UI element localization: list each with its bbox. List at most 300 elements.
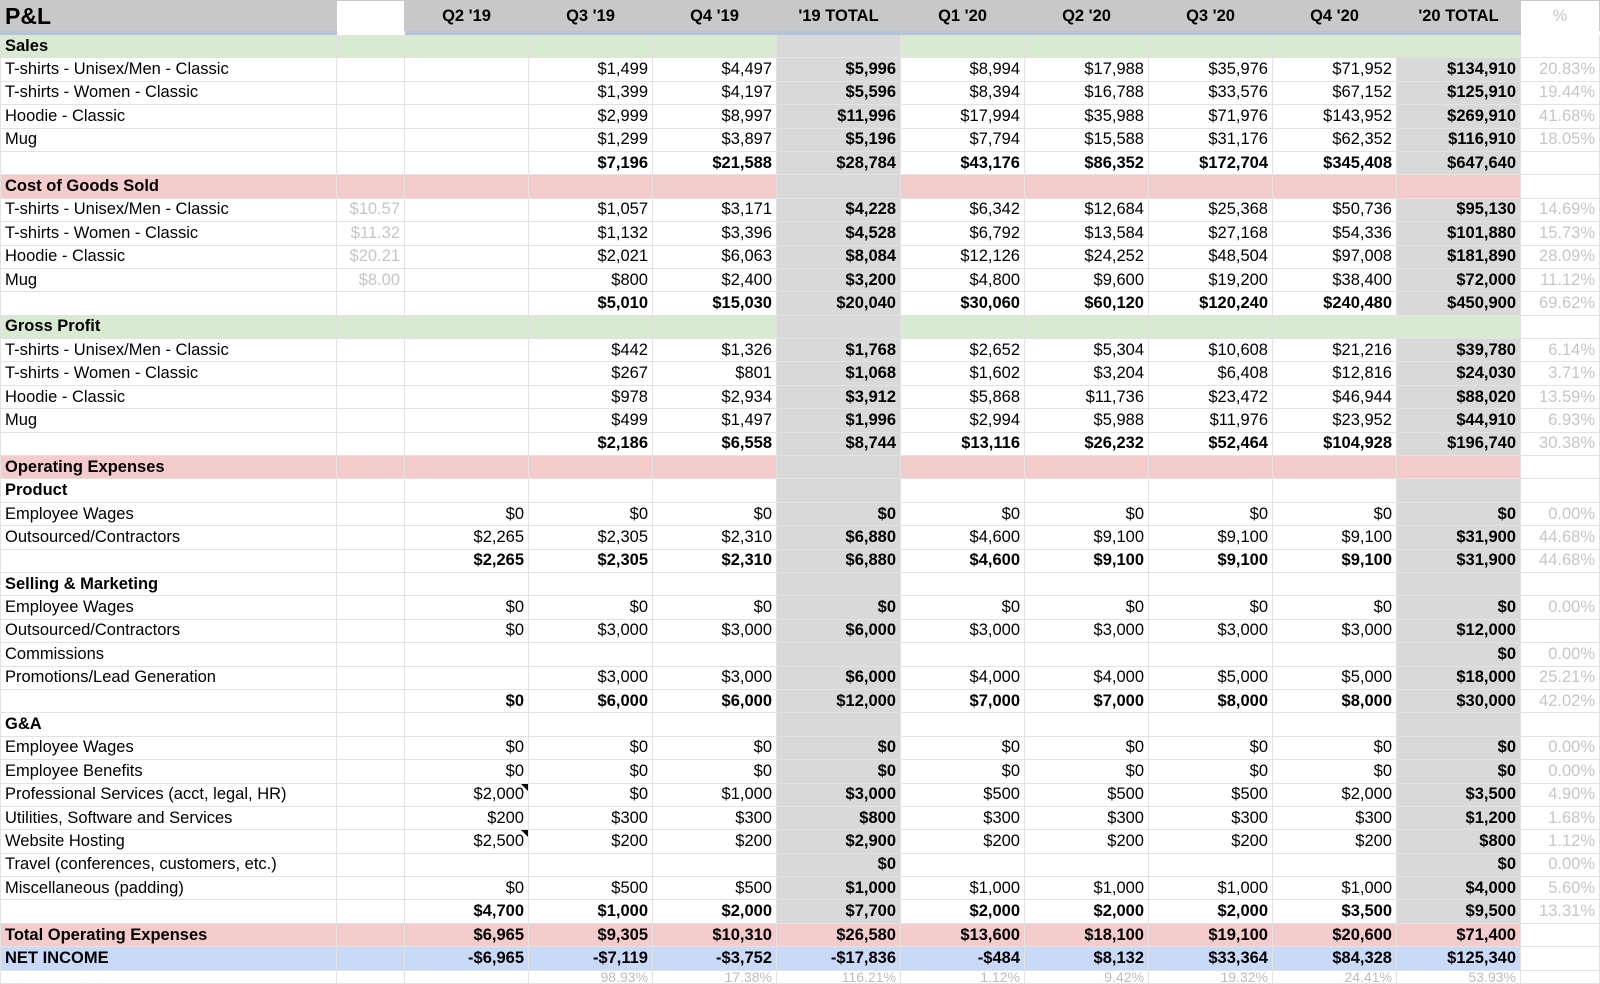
table-cell[interactable]: $1,000 xyxy=(1149,877,1273,900)
table-cell[interactable]: $800 xyxy=(1397,830,1521,853)
table-cell[interactable] xyxy=(337,923,405,946)
row-label-cell[interactable]: Operating Expenses xyxy=(1,456,337,479)
table-cell[interactable]: $0 xyxy=(529,760,653,783)
percent-cell[interactable]: 0.00% xyxy=(1521,596,1600,619)
table-cell[interactable]: $24,030 xyxy=(1397,362,1521,385)
percent-cell[interactable]: 25.21% xyxy=(1521,666,1600,689)
row-label-cell[interactable]: T-shirts - Women - Classic xyxy=(1,362,337,385)
comment-indicator-icon[interactable] xyxy=(521,784,528,791)
table-cell[interactable]: $17,994 xyxy=(901,105,1025,128)
table-cell[interactable] xyxy=(405,105,529,128)
table-cell[interactable]: $200 xyxy=(1149,830,1273,853)
percent-cell[interactable] xyxy=(1521,970,1600,983)
percent-cell[interactable] xyxy=(1521,456,1600,479)
table-cell[interactable]: $1,057 xyxy=(529,198,653,221)
table-cell[interactable]: $7,700 xyxy=(777,900,901,923)
table-cell[interactable]: -$17,836 xyxy=(777,947,901,970)
header-20-total[interactable]: '20 TOTAL xyxy=(1397,1,1521,34)
table-cell[interactable] xyxy=(529,315,653,338)
table-cell[interactable]: $0 xyxy=(1149,596,1273,619)
table-cell[interactable] xyxy=(405,268,529,291)
percent-cell[interactable]: 20.83% xyxy=(1521,58,1600,81)
table-cell[interactable]: $21,216 xyxy=(1273,339,1397,362)
row-label-cell[interactable]: Commissions xyxy=(1,643,337,666)
table-cell[interactable]: $104,928 xyxy=(1273,432,1397,455)
table-cell[interactable]: $9,100 xyxy=(1149,526,1273,549)
header-q3-20[interactable]: Q3 '20 xyxy=(1149,1,1273,34)
table-cell[interactable]: $2,265 xyxy=(405,526,529,549)
table-cell[interactable] xyxy=(337,292,405,315)
table-cell[interactable] xyxy=(1273,643,1397,666)
table-cell[interactable] xyxy=(405,666,529,689)
table-cell[interactable]: $5,868 xyxy=(901,385,1025,408)
table-cell[interactable]: $97,008 xyxy=(1273,245,1397,268)
table-cell[interactable]: $116,910 xyxy=(1397,128,1521,151)
table-cell[interactable] xyxy=(405,643,529,666)
table-cell[interactable]: $88,020 xyxy=(1397,385,1521,408)
table-cell[interactable]: $30,060 xyxy=(901,292,1025,315)
table-cell[interactable]: $4,197 xyxy=(653,81,777,104)
table-cell[interactable]: $0 xyxy=(1273,502,1397,525)
row-label-cell[interactable]: T-shirts - Women - Classic xyxy=(1,81,337,104)
table-cell[interactable] xyxy=(337,81,405,104)
table-cell[interactable] xyxy=(337,432,405,455)
table-cell[interactable]: $10,608 xyxy=(1149,339,1273,362)
table-cell[interactable]: $3,204 xyxy=(1025,362,1149,385)
table-cell[interactable] xyxy=(405,128,529,151)
table-cell[interactable] xyxy=(337,151,405,174)
table-cell[interactable] xyxy=(1397,315,1521,338)
table-cell[interactable]: $0 xyxy=(777,853,901,876)
percent-cell[interactable]: 5.60% xyxy=(1521,877,1600,900)
percent-cell[interactable]: 18.05% xyxy=(1521,128,1600,151)
table-cell[interactable]: $0 xyxy=(1025,736,1149,759)
table-cell[interactable]: $0 xyxy=(1273,760,1397,783)
table-cell[interactable]: $8,084 xyxy=(777,245,901,268)
table-cell[interactable]: $0 xyxy=(1397,760,1521,783)
row-label-cell[interactable]: Employee Wages xyxy=(1,596,337,619)
table-cell[interactable]: $125,910 xyxy=(1397,81,1521,104)
table-cell[interactable]: $6,000 xyxy=(777,619,901,642)
table-cell[interactable] xyxy=(777,643,901,666)
row-label-cell[interactable]: Outsourced/Contractors xyxy=(1,619,337,642)
table-cell[interactable]: $86,352 xyxy=(1025,151,1149,174)
table-cell[interactable]: $72,000 xyxy=(1397,268,1521,291)
table-cell[interactable]: $31,900 xyxy=(1397,526,1521,549)
row-label-cell[interactable] xyxy=(1,151,337,174)
percent-cell[interactable] xyxy=(1521,619,1600,642)
table-cell[interactable]: $16,788 xyxy=(1025,81,1149,104)
table-cell[interactable] xyxy=(337,713,405,736)
table-cell[interactable]: $3,000 xyxy=(1273,619,1397,642)
table-cell[interactable]: $8,394 xyxy=(901,81,1025,104)
table-cell[interactable]: $25,368 xyxy=(1149,198,1273,221)
table-cell[interactable] xyxy=(405,479,529,502)
table-cell[interactable]: $50,736 xyxy=(1273,198,1397,221)
row-label-cell[interactable]: T-shirts - Unisex/Men - Classic xyxy=(1,58,337,81)
table-cell[interactable] xyxy=(337,830,405,853)
table-cell[interactable]: $71,400 xyxy=(1397,923,1521,946)
table-cell[interactable]: $6,000 xyxy=(777,666,901,689)
table-cell[interactable]: $20,040 xyxy=(777,292,901,315)
percent-cell[interactable]: 15.73% xyxy=(1521,222,1600,245)
table-cell[interactable]: $71,976 xyxy=(1149,105,1273,128)
table-cell[interactable]: $4,228 xyxy=(777,198,901,221)
table-cell[interactable] xyxy=(405,58,529,81)
table-cell[interactable]: $0 xyxy=(1025,502,1149,525)
comment-indicator-icon[interactable] xyxy=(521,830,528,837)
table-cell[interactable] xyxy=(337,853,405,876)
table-cell[interactable]: $18,000 xyxy=(1397,666,1521,689)
table-cell[interactable] xyxy=(337,572,405,595)
table-cell[interactable] xyxy=(337,385,405,408)
table-cell[interactable]: $4,528 xyxy=(777,222,901,245)
row-label-cell[interactable]: Selling & Marketing xyxy=(1,572,337,595)
table-cell[interactable]: $6,880 xyxy=(777,549,901,572)
percent-cell[interactable]: 1.12% xyxy=(1521,830,1600,853)
row-label-cell[interactable]: Travel (conferences, customers, etc.) xyxy=(1,853,337,876)
table-cell[interactable]: $1,000 xyxy=(901,877,1025,900)
table-cell[interactable] xyxy=(337,362,405,385)
table-cell[interactable] xyxy=(337,526,405,549)
table-cell[interactable]: $1,000 xyxy=(653,783,777,806)
row-label-cell[interactable]: Utilities, Software and Services xyxy=(1,806,337,829)
table-cell[interactable] xyxy=(405,292,529,315)
table-cell[interactable] xyxy=(405,339,529,362)
table-cell[interactable]: $0 xyxy=(1397,596,1521,619)
table-cell[interactable]: $345,408 xyxy=(1273,151,1397,174)
table-cell[interactable]: $647,640 xyxy=(1397,151,1521,174)
table-cell[interactable] xyxy=(1025,456,1149,479)
table-cell[interactable]: $26,232 xyxy=(1025,432,1149,455)
table-cell[interactable]: $8,000 xyxy=(1273,689,1397,712)
table-cell[interactable]: $500 xyxy=(1025,783,1149,806)
row-label-cell[interactable]: Gross Profit xyxy=(1,315,337,338)
table-cell[interactable] xyxy=(1025,33,1149,58)
table-cell[interactable]: $2,000 xyxy=(653,900,777,923)
table-cell[interactable]: $9,100 xyxy=(1025,526,1149,549)
percent-cell[interactable]: 0.00% xyxy=(1521,760,1600,783)
table-cell[interactable] xyxy=(777,572,901,595)
table-cell[interactable] xyxy=(337,806,405,829)
percent-cell[interactable]: 44.68% xyxy=(1521,526,1600,549)
table-cell[interactable]: $442 xyxy=(529,339,653,362)
table-cell[interactable] xyxy=(1397,713,1521,736)
table-cell[interactable]: $0 xyxy=(1397,736,1521,759)
table-cell[interactable]: $300 xyxy=(901,806,1025,829)
table-cell[interactable] xyxy=(1149,479,1273,502)
table-cell[interactable]: $54,336 xyxy=(1273,222,1397,245)
table-cell[interactable] xyxy=(529,643,653,666)
table-cell[interactable] xyxy=(405,713,529,736)
table-cell[interactable] xyxy=(529,853,653,876)
table-cell[interactable] xyxy=(1273,33,1397,58)
table-cell[interactable]: $24,252 xyxy=(1025,245,1149,268)
table-cell[interactable]: $2,186 xyxy=(529,432,653,455)
table-cell[interactable] xyxy=(405,830,529,853)
table-cell[interactable]: $1,000 xyxy=(1025,877,1149,900)
table-cell[interactable]: $200 xyxy=(901,830,1025,853)
table-cell[interactable]: $0 xyxy=(405,760,529,783)
row-label-cell[interactable]: Total Operating Expenses xyxy=(1,923,337,946)
table-cell[interactable] xyxy=(653,572,777,595)
table-cell[interactable]: $0 xyxy=(653,760,777,783)
table-cell[interactable]: $2,000 xyxy=(901,900,1025,923)
table-cell[interactable]: $0 xyxy=(1397,643,1521,666)
percent-cell[interactable] xyxy=(1521,923,1600,946)
table-cell[interactable]: $15,588 xyxy=(1025,128,1149,151)
row-label-cell[interactable] xyxy=(1,432,337,455)
table-cell[interactable] xyxy=(405,33,529,58)
table-cell[interactable] xyxy=(1397,33,1521,58)
table-cell[interactable]: $18,100 xyxy=(1025,923,1149,946)
table-cell[interactable] xyxy=(337,105,405,128)
table-cell[interactable] xyxy=(337,783,405,806)
table-cell[interactable] xyxy=(337,900,405,923)
table-cell[interactable] xyxy=(1149,33,1273,58)
percent-cell[interactable]: 0.00% xyxy=(1521,736,1600,759)
table-cell[interactable]: $3,000 xyxy=(529,666,653,689)
table-cell[interactable]: $0 xyxy=(405,502,529,525)
table-cell[interactable] xyxy=(1149,175,1273,198)
table-cell[interactable]: $0 xyxy=(777,596,901,619)
row-label-cell[interactable]: Mug xyxy=(1,268,337,291)
table-cell[interactable]: $300 xyxy=(1273,806,1397,829)
table-cell[interactable] xyxy=(777,33,901,58)
table-cell[interactable]: $1,399 xyxy=(529,81,653,104)
percent-cell[interactable]: 69.62% xyxy=(1521,292,1600,315)
table-cell[interactable] xyxy=(653,479,777,502)
table-cell[interactable] xyxy=(405,175,529,198)
percent-cell[interactable]: 13.59% xyxy=(1521,385,1600,408)
header-q2-19[interactable]: Q2 '19 xyxy=(405,1,529,34)
table-cell[interactable]: $0 xyxy=(529,783,653,806)
table-cell[interactable]: $43,176 xyxy=(901,151,1025,174)
table-cell[interactable]: $0 xyxy=(777,760,901,783)
table-cell[interactable]: $4,600 xyxy=(901,549,1025,572)
table-cell[interactable]: $10,310 xyxy=(653,923,777,946)
percent-cell[interactable]: 0.00% xyxy=(1521,643,1600,666)
table-cell[interactable] xyxy=(337,596,405,619)
table-cell[interactable] xyxy=(405,572,529,595)
percent-cell[interactable] xyxy=(1521,479,1600,502)
percent-cell[interactable] xyxy=(1521,713,1600,736)
header-q4-20[interactable]: Q4 '20 xyxy=(1273,1,1397,34)
row-label-cell[interactable]: Employee Benefits xyxy=(1,760,337,783)
table-cell[interactable]: $7,000 xyxy=(901,689,1025,712)
table-cell[interactable]: $0 xyxy=(529,736,653,759)
table-cell[interactable]: $52,464 xyxy=(1149,432,1273,455)
header-q3-19[interactable]: Q3 '19 xyxy=(529,1,653,34)
table-cell[interactable]: $6,000 xyxy=(653,689,777,712)
table-cell[interactable]: $6,792 xyxy=(901,222,1025,245)
table-cell[interactable]: $0 xyxy=(1273,596,1397,619)
table-cell[interactable]: $19,100 xyxy=(1149,923,1273,946)
table-cell[interactable]: $13,600 xyxy=(901,923,1025,946)
sheet-title[interactable]: P&L xyxy=(1,1,337,34)
table-cell[interactable] xyxy=(1149,456,1273,479)
percent-cell[interactable] xyxy=(1521,315,1600,338)
table-cell[interactable]: $2,000 xyxy=(1273,783,1397,806)
percent-cell[interactable]: 4.90% xyxy=(1521,783,1600,806)
table-cell[interactable]: 17.38% xyxy=(653,970,777,983)
row-label-cell[interactable] xyxy=(1,970,337,983)
percent-cell[interactable]: 6.14% xyxy=(1521,339,1600,362)
table-cell[interactable]: $71,952 xyxy=(1273,58,1397,81)
table-cell[interactable]: -$484 xyxy=(901,947,1025,970)
table-cell[interactable]: $7,196 xyxy=(529,151,653,174)
table-cell[interactable]: $0 xyxy=(653,736,777,759)
table-cell[interactable]: $181,890 xyxy=(1397,245,1521,268)
table-cell[interactable]: $6,408 xyxy=(1149,362,1273,385)
table-cell[interactable]: $1,000 xyxy=(777,877,901,900)
table-cell[interactable]: $5,304 xyxy=(1025,339,1149,362)
table-cell[interactable]: $4,497 xyxy=(653,58,777,81)
table-cell[interactable]: $9,305 xyxy=(529,923,653,946)
table-cell[interactable] xyxy=(405,970,529,983)
percent-cell[interactable] xyxy=(1521,175,1600,198)
table-cell[interactable]: 1.12% xyxy=(901,970,1025,983)
table-cell[interactable]: $5,000 xyxy=(1273,666,1397,689)
table-cell[interactable] xyxy=(1397,572,1521,595)
table-cell[interactable]: $38,400 xyxy=(1273,268,1397,291)
table-cell[interactable]: $2,000 xyxy=(1149,900,1273,923)
table-cell[interactable]: $1,996 xyxy=(777,409,901,432)
table-cell[interactable]: $11,996 xyxy=(777,105,901,128)
table-cell[interactable]: $120,240 xyxy=(1149,292,1273,315)
table-cell[interactable]: $3,000 xyxy=(901,619,1025,642)
table-cell[interactable]: $240,480 xyxy=(1273,292,1397,315)
percent-cell[interactable] xyxy=(1521,33,1600,58)
table-cell[interactable] xyxy=(1273,315,1397,338)
row-label-cell[interactable]: Mug xyxy=(1,409,337,432)
table-cell[interactable]: $300 xyxy=(1149,806,1273,829)
percent-cell[interactable] xyxy=(1521,572,1600,595)
table-cell[interactable]: $12,000 xyxy=(777,689,901,712)
table-cell[interactable]: $200 xyxy=(1273,830,1397,853)
row-label-cell[interactable]: Mug xyxy=(1,128,337,151)
table-cell[interactable]: 24.41% xyxy=(1273,970,1397,983)
table-cell[interactable]: $3,912 xyxy=(777,385,901,408)
table-cell[interactable] xyxy=(337,175,405,198)
table-cell[interactable]: $0 xyxy=(1397,502,1521,525)
table-cell[interactable] xyxy=(337,970,405,983)
table-cell[interactable] xyxy=(653,853,777,876)
table-cell[interactable] xyxy=(901,315,1025,338)
row-label-cell[interactable]: Outsourced/Contractors xyxy=(1,526,337,549)
table-cell[interactable]: $8,997 xyxy=(653,105,777,128)
table-cell[interactable]: $19,200 xyxy=(1149,268,1273,291)
table-cell[interactable]: 98.93% xyxy=(529,970,653,983)
percent-cell[interactable]: 14.69% xyxy=(1521,198,1600,221)
table-cell[interactable] xyxy=(337,549,405,572)
percent-cell[interactable] xyxy=(1521,151,1600,174)
table-cell[interactable]: $1,000 xyxy=(1273,877,1397,900)
table-cell[interactable] xyxy=(337,947,405,970)
row-label-cell[interactable]: Hoodie - Classic xyxy=(1,105,337,128)
row-label-cell[interactable]: T-shirts - Women - Classic xyxy=(1,222,337,245)
table-cell[interactable]: $3,000 xyxy=(777,783,901,806)
table-cell[interactable] xyxy=(337,58,405,81)
table-cell[interactable]: $500 xyxy=(653,877,777,900)
table-cell[interactable]: $28,784 xyxy=(777,151,901,174)
table-cell[interactable]: $5,000 xyxy=(1149,666,1273,689)
table-cell[interactable]: $0 xyxy=(405,596,529,619)
table-cell[interactable]: $125,340 xyxy=(1397,947,1521,970)
table-cell[interactable]: $134,910 xyxy=(1397,58,1521,81)
table-cell[interactable] xyxy=(1273,572,1397,595)
table-cell[interactable] xyxy=(405,432,529,455)
table-cell[interactable]: $0 xyxy=(1273,736,1397,759)
table-cell[interactable]: $67,152 xyxy=(1273,81,1397,104)
table-cell[interactable]: -$6,965 xyxy=(405,947,529,970)
table-cell[interactable]: $1,000 xyxy=(529,900,653,923)
table-cell[interactable]: $6,000 xyxy=(529,689,653,712)
table-cell[interactable]: $267 xyxy=(529,362,653,385)
table-cell[interactable] xyxy=(901,572,1025,595)
table-cell[interactable]: $44,910 xyxy=(1397,409,1521,432)
table-cell[interactable]: $1,326 xyxy=(653,339,777,362)
table-cell[interactable] xyxy=(1149,572,1273,595)
table-cell[interactable]: $27,168 xyxy=(1149,222,1273,245)
table-cell[interactable]: $2,900 xyxy=(777,830,901,853)
table-cell[interactable] xyxy=(901,713,1025,736)
percent-cell[interactable]: 44.68% xyxy=(1521,549,1600,572)
table-cell[interactable]: $9,100 xyxy=(1025,549,1149,572)
table-cell[interactable]: $9,500 xyxy=(1397,900,1521,923)
table-cell[interactable]: $33,364 xyxy=(1149,947,1273,970)
table-cell[interactable]: $0 xyxy=(777,502,901,525)
table-cell[interactable]: $2,994 xyxy=(901,409,1025,432)
table-cell[interactable]: $11,976 xyxy=(1149,409,1273,432)
table-cell[interactable]: $0 xyxy=(1149,502,1273,525)
row-label-cell[interactable]: Employee Wages xyxy=(1,502,337,525)
table-cell[interactable]: $9,100 xyxy=(1273,549,1397,572)
table-cell[interactable]: $10.57 xyxy=(337,198,405,221)
table-cell[interactable]: $46,944 xyxy=(1273,385,1397,408)
row-label-cell[interactable]: Product xyxy=(1,479,337,502)
table-cell[interactable]: $31,176 xyxy=(1149,128,1273,151)
table-cell[interactable]: $0 xyxy=(653,596,777,619)
table-cell[interactable] xyxy=(653,175,777,198)
table-cell[interactable]: $35,988 xyxy=(1025,105,1149,128)
table-cell[interactable]: $801 xyxy=(653,362,777,385)
table-cell[interactable] xyxy=(529,572,653,595)
table-cell[interactable]: -$3,752 xyxy=(653,947,777,970)
table-cell[interactable]: $62,352 xyxy=(1273,128,1397,151)
table-cell[interactable]: $269,910 xyxy=(1397,105,1521,128)
table-cell[interactable]: $20.21 xyxy=(337,245,405,268)
table-cell[interactable]: $3,396 xyxy=(653,222,777,245)
row-label-cell[interactable]: Hoodie - Classic xyxy=(1,385,337,408)
table-cell[interactable]: $12,000 xyxy=(1397,619,1521,642)
table-cell[interactable]: $2,310 xyxy=(653,526,777,549)
table-cell[interactable]: $17,988 xyxy=(1025,58,1149,81)
table-cell[interactable]: 53.93% xyxy=(1397,970,1521,983)
table-cell[interactable]: $4,700 xyxy=(405,900,529,923)
table-cell[interactable] xyxy=(1273,456,1397,479)
table-cell[interactable]: $9,600 xyxy=(1025,268,1149,291)
table-cell[interactable]: $2,305 xyxy=(529,526,653,549)
table-cell[interactable] xyxy=(1025,175,1149,198)
row-label-cell[interactable]: T-shirts - Unisex/Men - Classic xyxy=(1,339,337,362)
table-cell[interactable]: $143,952 xyxy=(1273,105,1397,128)
table-cell[interactable] xyxy=(777,175,901,198)
table-cell[interactable] xyxy=(337,409,405,432)
table-cell[interactable]: $5,988 xyxy=(1025,409,1149,432)
row-label-cell[interactable]: Employee Wages xyxy=(1,736,337,759)
percent-cell[interactable]: 30.38% xyxy=(1521,432,1600,455)
